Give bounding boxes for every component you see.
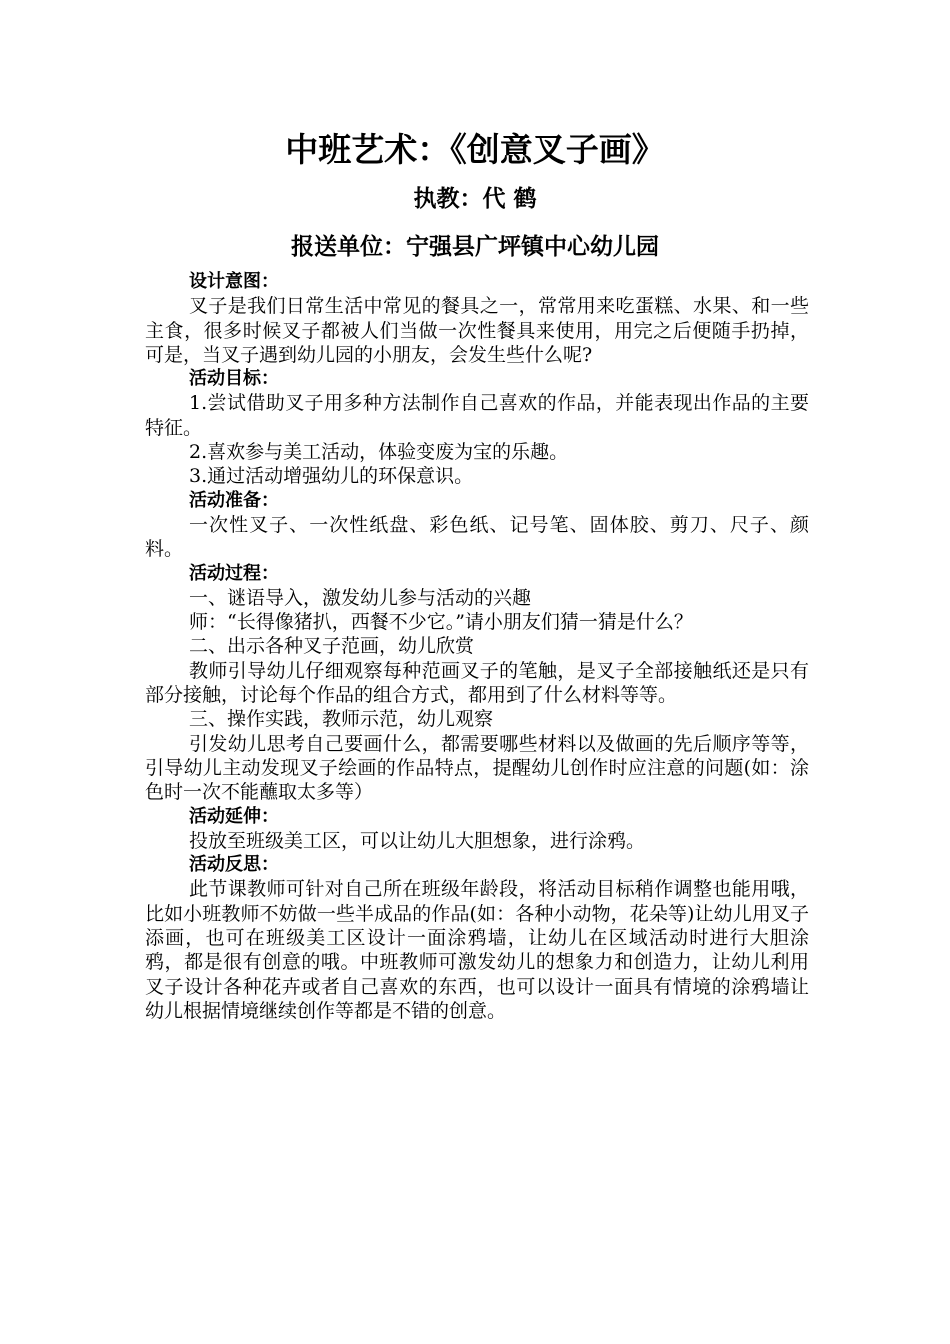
- process-heading: 活动过程：: [189, 562, 279, 584]
- extension-heading: 活动延伸：: [189, 805, 279, 827]
- page-title: 中班艺术：《创意叉子画》: [285, 130, 665, 169]
- step-2-text: 教师引导幼儿仔细观察每种范画叉子的笔触，是叉子全部接触纸还是只有部分接触，讨论每个作品的组合方式，都用到了什么材料等等。: [145, 659, 809, 707]
- design-text: 叉子是我们日常生活中常见的餐具之一，常常用来吃蛋糕、水果、和一些主食，很多时候叉子都被人们当做一次性餐具来使用，用完之后便随手扔掉，可是，当叉子遇到幼儿园的小朋友，会发生些什么呢?: [145, 295, 809, 366]
- step-1-text: 师：“长得像猪扒，西餐不少它。”请小朋友们猜一猜是什么？: [189, 611, 693, 634]
- prep-heading: 活动准备：: [189, 489, 279, 511]
- step-3-title: 三、操作实践，教师示范，幼儿观察: [189, 708, 494, 731]
- teacher-line: 执教：代 鹤: [413, 186, 537, 212]
- reflection-heading: 活动反思：: [189, 854, 279, 876]
- goals-heading: 活动目标：: [189, 368, 279, 390]
- step-1-title: 一、谜语导入，激发幼儿参与活动的兴趣: [189, 586, 532, 609]
- goal-2: 2.喜欢参与美工活动，体验变废为宝的乐趣。: [189, 441, 569, 464]
- unit-line: 报送单位：宁强县广坪镇中心幼儿园: [291, 234, 659, 260]
- goal-3: 3.通过活动增强幼儿的环保意识。: [189, 465, 474, 488]
- design-heading: 设计意图：: [189, 271, 279, 292]
- step-3-text: 引发幼儿思考自己要画什么，都需要哪些材料以及做画的先后顺序等等，引导幼儿主动发现叉子绘画的作品特点，提醒幼儿创作时应注意的问题(如：涂色时一次不能蘸取太多等）: [145, 732, 809, 804]
- goal-1: 1.尝试借助叉子用多种方法制作自己喜欢的作品，并能表现出作品的主要特征。: [145, 392, 809, 439]
- step-2-title: 二、出示各种叉子范画，幼儿欣赏: [189, 635, 475, 658]
- extension-text: 投放至班级美工区，可以让幼儿大胆想象，进行涂鸦。: [189, 829, 646, 852]
- document-body: [145, 270, 809, 1023]
- prep-text: 一次性叉子、一次性纸盘、彩色纸、记号笔、固体胶、剪刀、尺子、颜料。: [145, 513, 809, 561]
- reflection-text: 此节课教师可针对自己所在班级年龄段，将活动目标稍作调整也能用哦，比如小班教师不妨做一些半成品的作品(如：各种小动物，花朵等)让幼儿用叉子添画，也可在班级美工区设计一面涂鸦墙，让幼儿在区域活动时进行大胆涂鸦，都是很有创意的哦。中班教师可激发幼儿的想象力和创造力，让幼儿利用叉子设计各种花卉或者自己喜欢的东西，也可以设计一面具有情境的涂鸦墙让幼儿根据情境继续创作等都是不错的创意。: [145, 878, 809, 1022]
